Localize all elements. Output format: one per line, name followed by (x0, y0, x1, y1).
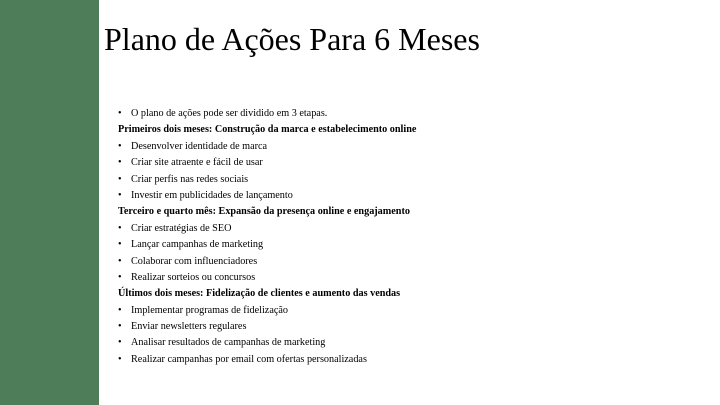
bullet-icon: • (118, 271, 122, 283)
slide-title: Plano de Ações Para 6 Meses (104, 21, 480, 57)
list-item (118, 155, 708, 171)
bullet-icon: • (118, 337, 122, 349)
section-heading-months-1-2: Primeiros dois meses: Construção da marca e estabelecimento online (118, 124, 417, 136)
list-item-text: Lançar campanhas de marketing (131, 239, 264, 251)
list-item (118, 237, 708, 253)
list-item-text: Implementar programas de fidelização (131, 304, 288, 316)
list-item (118, 254, 708, 270)
list-item-text: Realizar sorteios ou concursos (131, 271, 256, 283)
bullet-icon: • (118, 239, 122, 251)
list-item-text: Realizar campanhas por email com ofertas personalizadas (131, 353, 367, 365)
slide-content (118, 106, 708, 368)
list-item (118, 335, 708, 351)
intro-text: O plano de ações pode ser dividido em 3 etapas. (131, 108, 328, 119)
list-item (118, 139, 708, 155)
green-side-bar (0, 0, 99, 405)
list-item (118, 303, 708, 319)
list-item (118, 172, 708, 188)
bullet-icon: • (118, 304, 122, 316)
section-heading-months-5-6: Últimos dois meses: Fidelização de clientes e aumento das vendas (118, 288, 401, 300)
list-item (118, 352, 708, 368)
list-item (118, 319, 708, 335)
list-item (118, 270, 708, 286)
list-item-text: Analisar resultados de campanhas de marketing (131, 337, 326, 349)
bullet-icon: • (118, 108, 122, 119)
bullet-icon: • (118, 255, 122, 267)
intro-bullet (118, 106, 708, 122)
list-item-text: Criar site atraente e fácil de usar (131, 157, 263, 169)
list-item (118, 221, 708, 237)
bullet-icon: • (118, 222, 122, 234)
bullet-icon: • (118, 321, 122, 333)
list-item-text: Criar estratégias de SEO (131, 222, 232, 234)
bullet-icon: • (118, 353, 122, 365)
bullet-icon: • (118, 157, 122, 169)
section-heading-months-3-4: Terceiro e quarto mês: Expansão da presença online e engajamento (118, 206, 410, 218)
list-item-text: Criar perfis nas redes sociais (131, 173, 249, 185)
list-item (118, 188, 708, 204)
bullet-icon: • (118, 140, 122, 152)
list-item-text: Colaborar com influenciadores (131, 255, 258, 267)
bullet-icon: • (118, 173, 122, 185)
bullet-icon: • (118, 189, 122, 201)
list-item-text: Desenvolver identidade de marca (131, 140, 268, 152)
list-item-text: Enviar newsletters regulares (131, 321, 247, 333)
list-item-text: Investir em publicidades de lançamento (131, 189, 293, 201)
